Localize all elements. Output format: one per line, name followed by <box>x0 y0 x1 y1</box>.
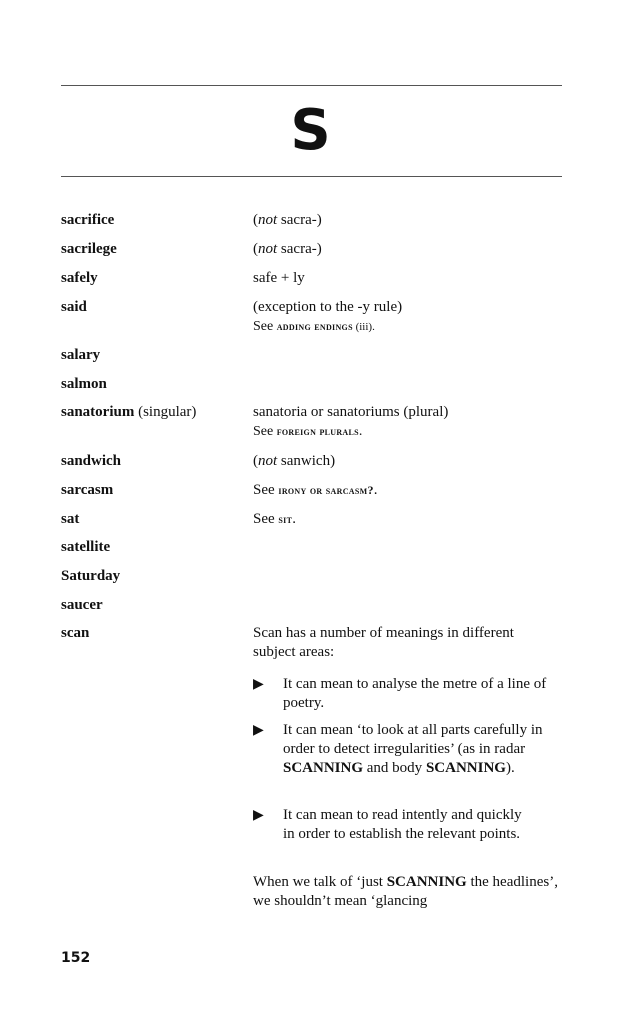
closing-paragraph: When we talk of ‘just SCANNING the headlines’, we shouldn’t mean ‘glancing <box>253 874 558 909</box>
bullet-arrow-icon: ▶ <box>253 677 264 692</box>
bullet-item: ▶ It can mean to analyse the metre of a line of poetry. <box>253 676 547 711</box>
entry-definition: sanatoria or sanatoriums (plural) See foreign plurals. <box>253 403 563 441</box>
entry-term: said <box>61 299 87 315</box>
entry-term: sat <box>61 511 80 527</box>
entry-term: sacrifice <box>61 212 115 228</box>
entry-term: satellite <box>61 539 111 555</box>
top-rule <box>61 85 562 86</box>
entry-definition: (not sacra-) <box>253 241 322 257</box>
entry-term: sandwich <box>61 453 122 469</box>
entry-term: scan <box>61 625 90 641</box>
entry-term: sarcasm <box>61 482 114 498</box>
entry-definition: (exception to the -y rule) See adding endings (iii). <box>253 298 563 337</box>
entry-term: salary <box>61 347 101 363</box>
bullet-arrow-icon: ▶ <box>253 808 264 823</box>
entry-term: Saturday <box>61 568 121 584</box>
bottom-rule <box>61 176 562 177</box>
entry-term: saucer <box>61 597 103 613</box>
entry-definition: (not sacra-) <box>253 212 322 228</box>
bullet-item: ▶ It can mean to read intently and quickly in order to establish the relevant points. <box>253 807 522 842</box>
bullet-arrow-icon: ▶ <box>253 723 264 738</box>
entry-definition: Scan has a number of meanings in different subject areas: <box>253 625 514 660</box>
cross-reference: See irony or sarcasm?. <box>253 482 378 498</box>
cross-reference: See foreign plurals. <box>253 424 363 439</box>
cross-reference: See sit. <box>253 511 296 527</box>
entry-term: sacrilege <box>61 241 117 257</box>
entry-term: salmon <box>61 376 107 392</box>
page-number: 152 <box>61 950 91 966</box>
entry-term: sanatorium (singular) <box>61 404 197 420</box>
bullet-item: ▶ It can mean ‘to look at all parts carefully in order to detect irregularities’ (as in radar SCANNING and body SCANNING). <box>253 722 543 776</box>
entry-definition: safe + ly <box>253 270 305 286</box>
section-letter: S <box>290 98 331 163</box>
cross-reference: See adding endings (iii). <box>253 319 375 334</box>
entry-definition: (not sanwich) <box>253 453 336 469</box>
entry-term: safely <box>61 270 98 286</box>
